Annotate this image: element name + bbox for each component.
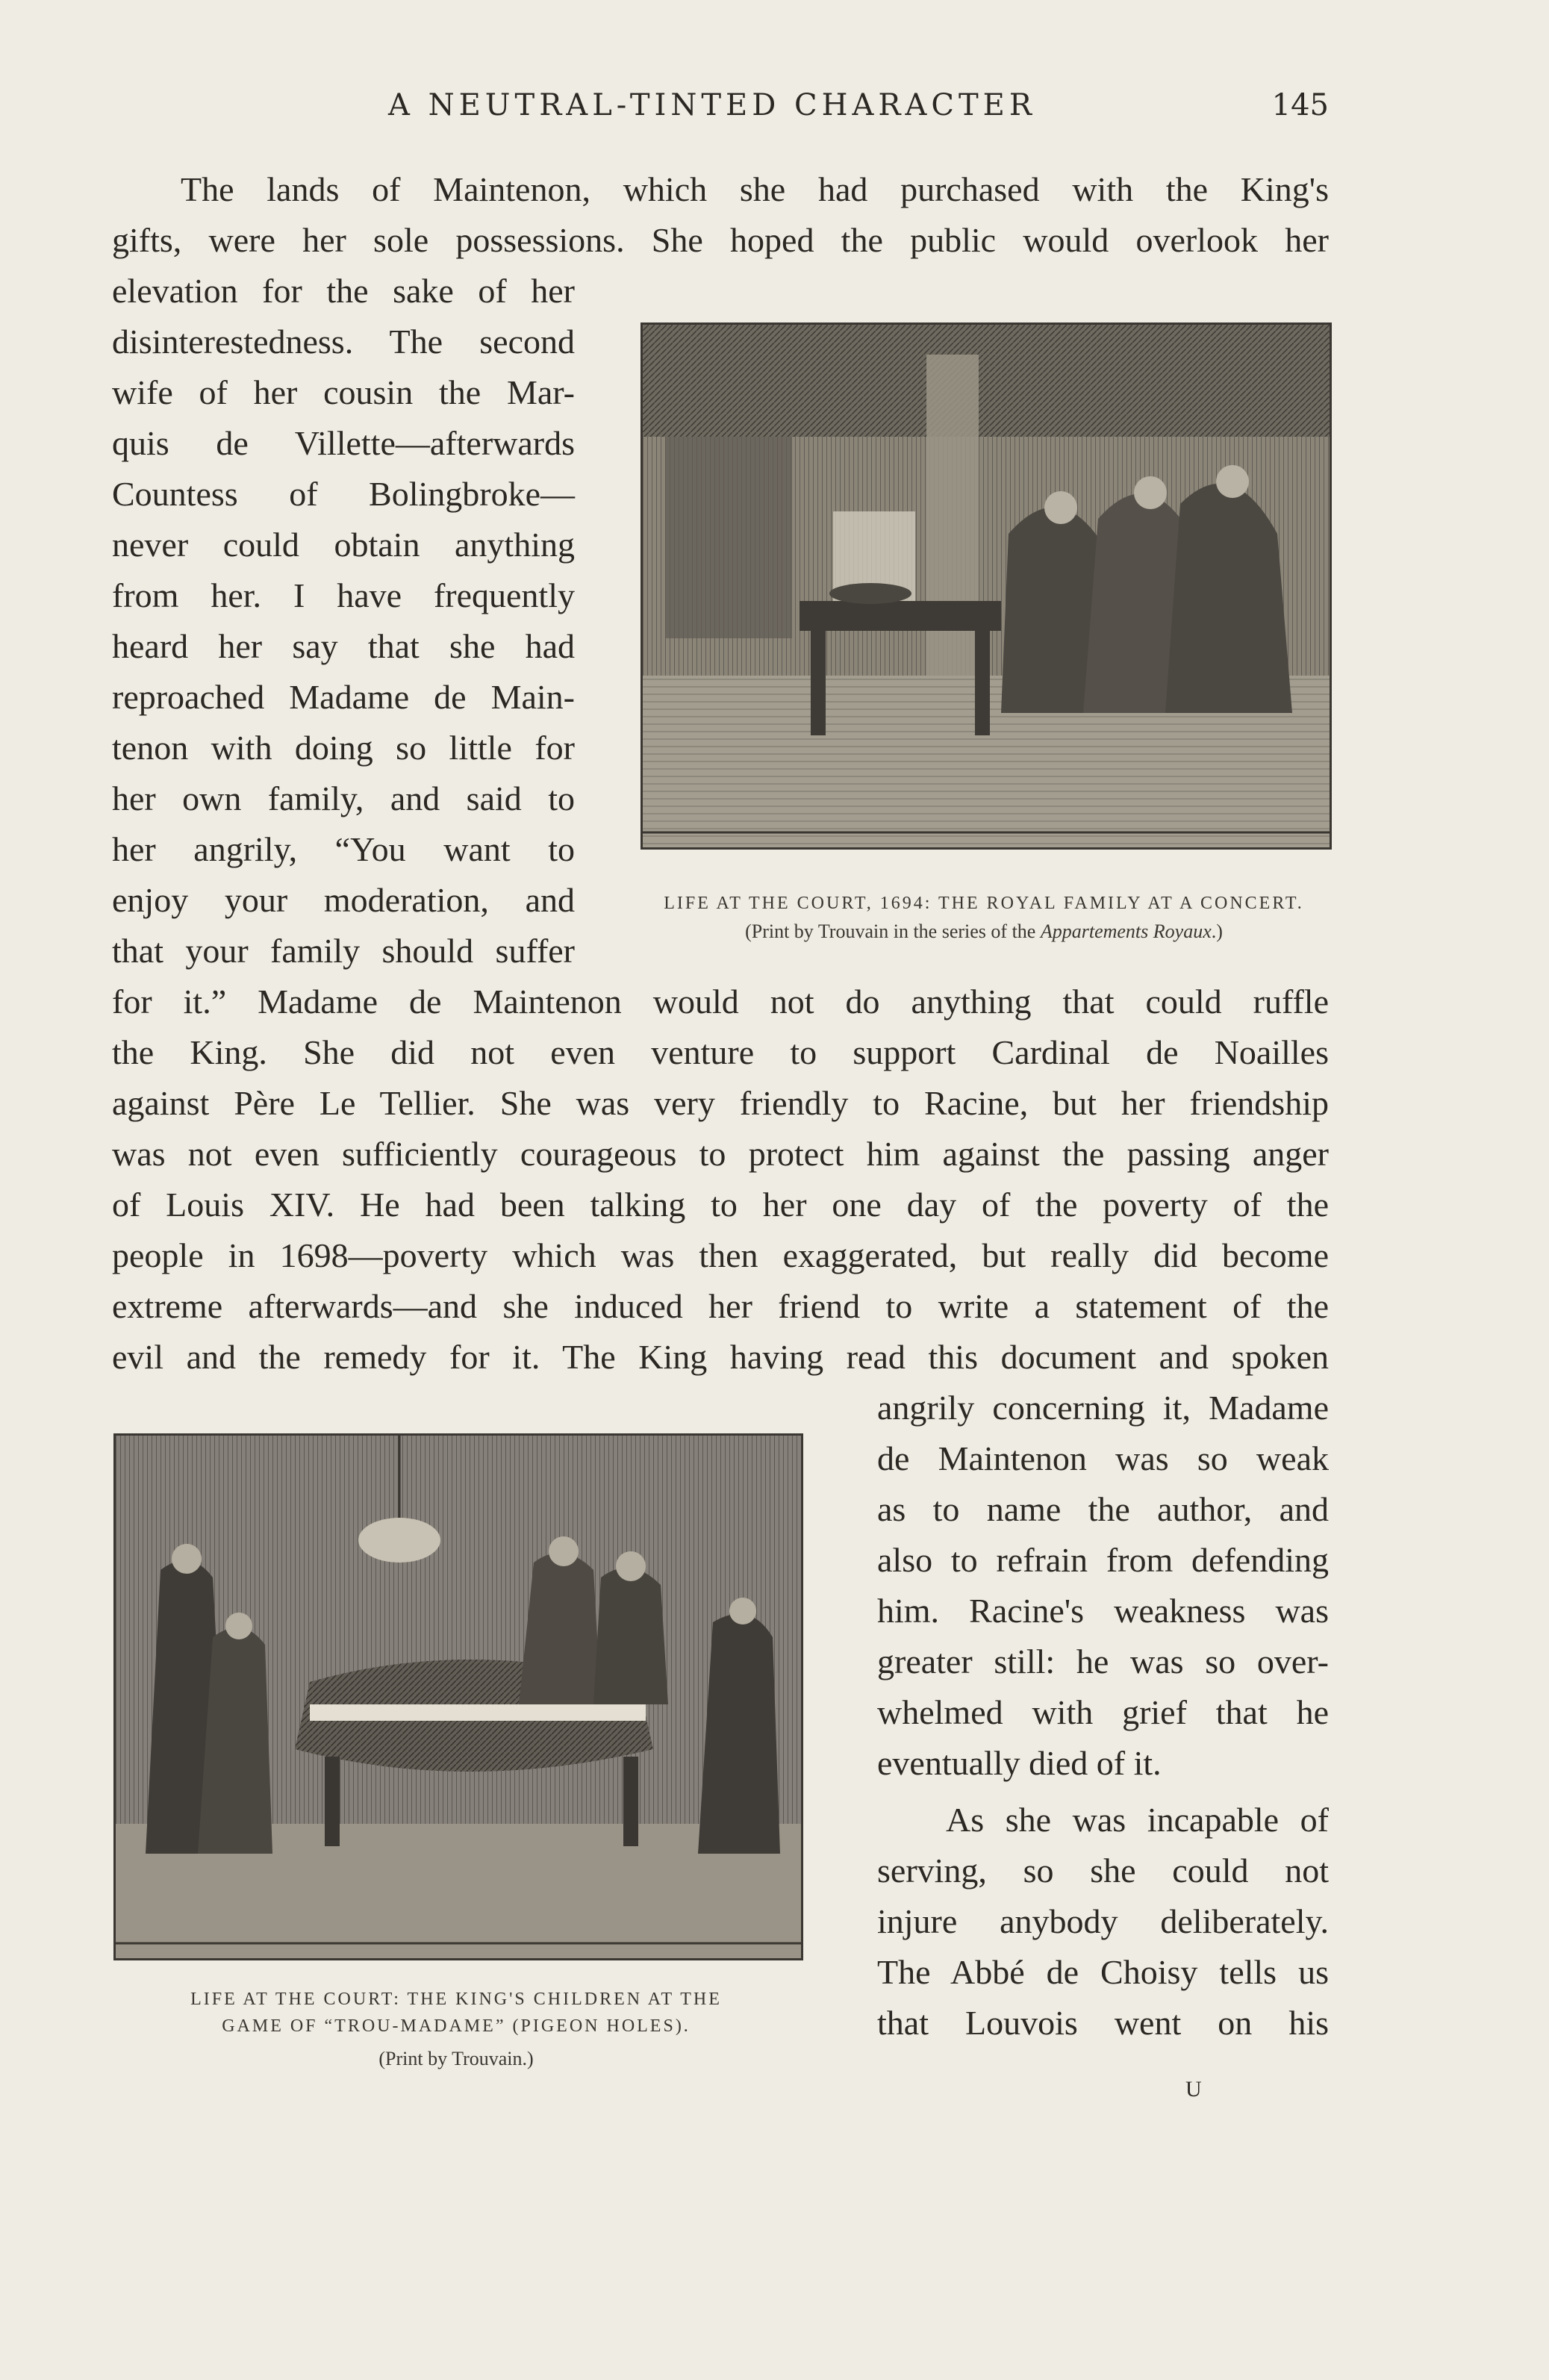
caption-top-figure	[620, 890, 1348, 947]
text-line: heard her say that she had	[112, 627, 575, 665]
text-line: de Maintenon was so weak	[877, 1439, 1329, 1477]
caption-credit-suffix: .)	[1211, 920, 1223, 942]
engraving-trou-madame-image	[116, 1436, 801, 1958]
caption-title: LIFE AT THE COURT, 1694: THE ROYAL FAMILY AT A CONCERT.	[664, 894, 1304, 913]
text-line: As she was incapable of	[946, 1801, 1329, 1839]
caption-credit: (Print by Trouvain.)	[378, 2048, 534, 2069]
running-title: A NEUTRAL-TINTED CHARACTER	[388, 88, 1036, 122]
text-line: angrily concerning it, Madame	[877, 1389, 1329, 1427]
caption-title-line1: LIFE AT THE COURT: THE KING'S CHILDREN AT THE	[190, 1990, 722, 2009]
engraving-concert-image	[643, 325, 1330, 847]
signature-mark: U	[1185, 2077, 1202, 2102]
text-line: whelmed with grief that he	[877, 1693, 1329, 1731]
text-line: greater still: he was so over-	[877, 1642, 1329, 1680]
text-line: reproached Madame de Main-	[112, 678, 575, 716]
paragraph-top-right-column	[877, 1383, 1329, 1789]
text-line: eventually died of it.	[877, 1744, 1162, 1782]
text-line: extreme afterwards—and she induced her friend to write a statement of the	[112, 1287, 1329, 1325]
text-line: The Abbé de Choisy tells us	[877, 1953, 1329, 1991]
text-line: against Père Le Tellier. She was very friendly to Racine, but her friendship	[112, 1084, 1329, 1122]
text-line: disinterestedness. The second	[112, 323, 575, 361]
caption-title-line2: GAME OF “TROU-MADAME” (PIGEON HOLES).	[222, 2016, 691, 2036]
text-line: wife of her cousin the Mar-	[112, 373, 575, 411]
text-line: also to refrain from defending	[877, 1541, 1329, 1579]
caption-credit-title: Appartements Royaux	[1040, 920, 1212, 942]
text-line: people in 1698—poverty which was then exaggerated, but really did become	[112, 1236, 1329, 1274]
text-line: for it.” Madame de Maintenon would not do anything that could ruffle	[112, 982, 1329, 1021]
figure-royal-family-concert	[641, 323, 1332, 850]
text-line: Countess of Bolingbroke—	[112, 475, 575, 513]
page-number: 145	[1271, 88, 1329, 122]
text-line: was not even sufficiently courageous to protect him against the passing anger	[112, 1135, 1329, 1173]
caption-credit	[620, 917, 1348, 947]
caption-bottom-figure	[113, 1986, 799, 2074]
paragraph-bottom	[877, 1795, 1329, 2049]
text-line: gifts, were her sole possessions. She hoped the public would overlook her	[112, 221, 1329, 259]
caption-credit-prefix: (Print by Trouvain in the series of the	[745, 920, 1041, 942]
text-line: tenon with doing so little for	[112, 729, 575, 767]
paragraph-top-left-column	[112, 266, 575, 976]
text-line: as to name the author, and	[877, 1490, 1329, 1528]
text-line: never could obtain anything	[112, 526, 575, 564]
text-line: enjoy your moderation, and	[112, 881, 575, 919]
text-line: her own family, and said to	[112, 779, 575, 817]
text-line: the King. She did not even venture to support Cardinal de Noailles	[112, 1033, 1329, 1071]
paragraph-top-continuation	[112, 976, 1329, 1383]
figure-kings-children-trou-madame	[113, 1433, 803, 1960]
paragraph-top-full-width	[112, 164, 1329, 266]
text-line: of Louis XIV. He had been talking to her one day of the poverty of the	[112, 1186, 1329, 1224]
text-line: him. Racine's weakness was	[877, 1592, 1329, 1630]
text-line: elevation for the sake of her	[112, 272, 575, 310]
text-line: evil and the remedy for it. The King having read this document and spoken	[112, 1338, 1329, 1376]
text-line: from her. I have frequently	[112, 576, 575, 614]
text-line: that Louvois went on his	[877, 2004, 1329, 2042]
text-line: that your family should suffer	[112, 932, 575, 970]
text-line: quis de Villette—afterwards	[112, 424, 575, 462]
page-header	[112, 88, 1329, 133]
text-line: The lands of Maintenon, which she had purchased with the King's	[181, 170, 1329, 208]
text-line: her angrily, “You want to	[112, 830, 575, 868]
text-line: injure anybody deliberately.	[877, 1902, 1329, 1940]
text-line: serving, so she could not	[877, 1851, 1329, 1890]
